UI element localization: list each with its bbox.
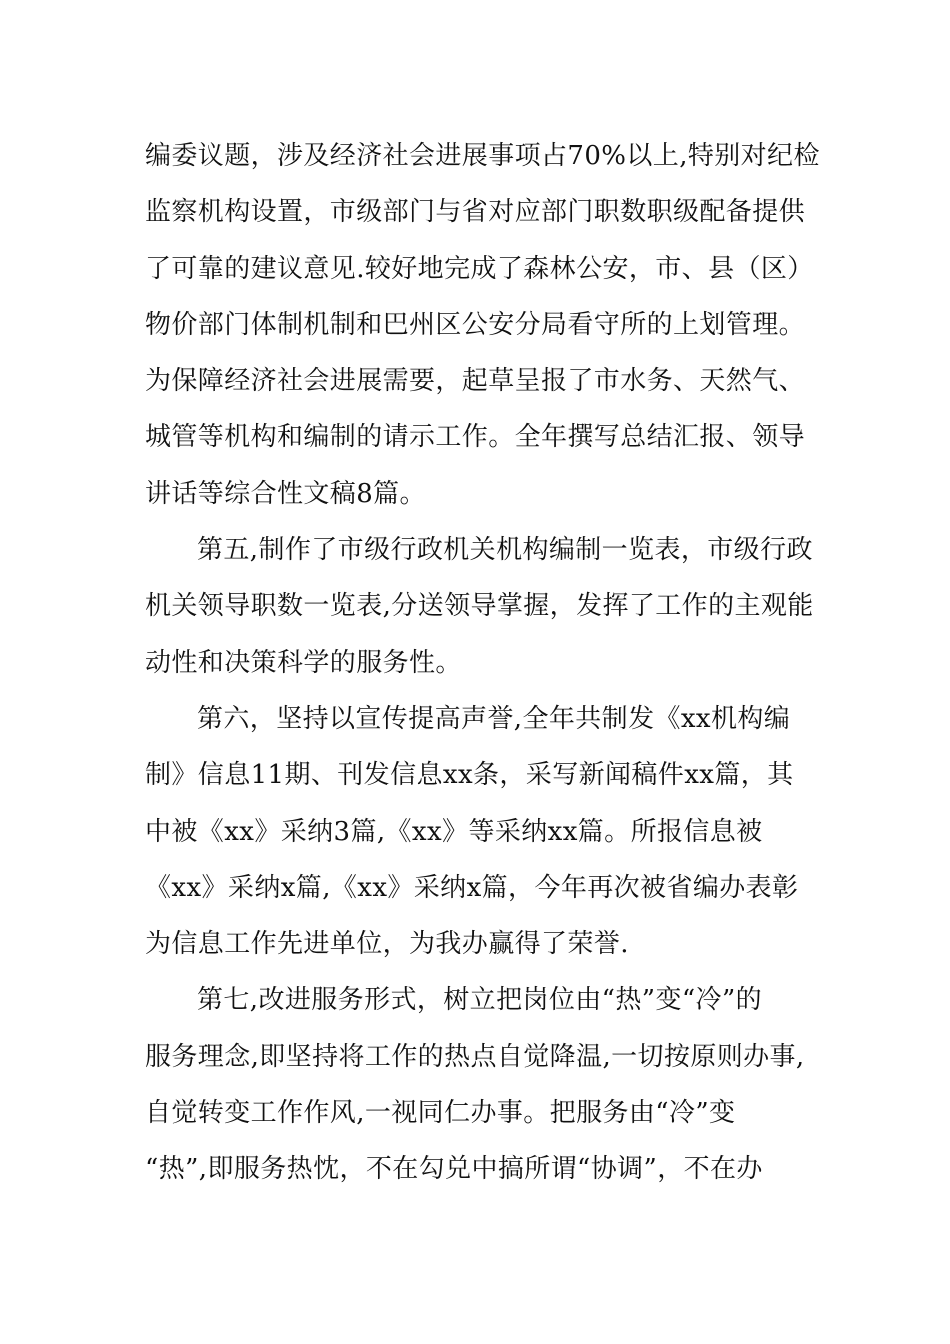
text-line: 动性和决策科学的服务性。 <box>145 647 462 678</box>
text-line: 编委议题，涉及经济社会进展事项占70%以上,特别对纪检 <box>145 141 820 171</box>
text-line: 自觉转变工作作风,一视同仁办事。把服务由“冷”变 <box>145 1098 736 1129</box>
text-line: 物价部门体制机制和巴州区公安分局看守所的上划管理。 <box>145 309 806 340</box>
body-text <box>145 128 820 1198</box>
text-line: 服务理念,即坚持将工作的热点自觉降温,一切按原则办事, <box>145 1041 805 1072</box>
text-line: “热”,即服务热忱，不在勾兑中搞所谓“协调”，不在办 <box>145 1154 763 1185</box>
text-line: 为保障经济社会进展需要，起草呈报了市水务、天然气、 <box>145 366 806 397</box>
text-line: 为信息工作先进单位，为我办赢得了荣誉. <box>145 929 629 960</box>
text-line: 中被《xx》采纳3篇,《xx》等采纳xx篇。所报信息被 <box>145 816 763 847</box>
text-line: 城管等机构和编制的请示工作。全年撰写总结汇报、领导 <box>145 422 806 453</box>
text-line: 第六，坚持以宣传提高声誉,全年共制发《xx机构编 <box>197 703 791 734</box>
text-line: 第五,制作了市级行政机关机构编制一览表，市级行政 <box>197 535 813 566</box>
text-line: 讲话等综合性文稿8篇。 <box>145 478 426 509</box>
text-line: 第七,改进服务形式，树立把岗位由“热”变“冷”的 <box>197 985 763 1016</box>
text-line: 监察机构设置，市级部门与省对应部门职数职级配备提供 <box>145 197 806 228</box>
text-line: 了可靠的建议意见.较好地完成了森林公安，市、县（区） <box>145 253 814 284</box>
text-line: 制》信息11期、刊发信息xx条，采写新闻稿件xx篇，其 <box>145 760 794 791</box>
text-line: 《xx》采纳x篇,《xx》采纳x篇，今年再次被省编办表彰 <box>145 872 799 903</box>
text-line: 机关领导职数一览表,分送领导掌握，发挥了工作的主观能 <box>145 591 814 622</box>
